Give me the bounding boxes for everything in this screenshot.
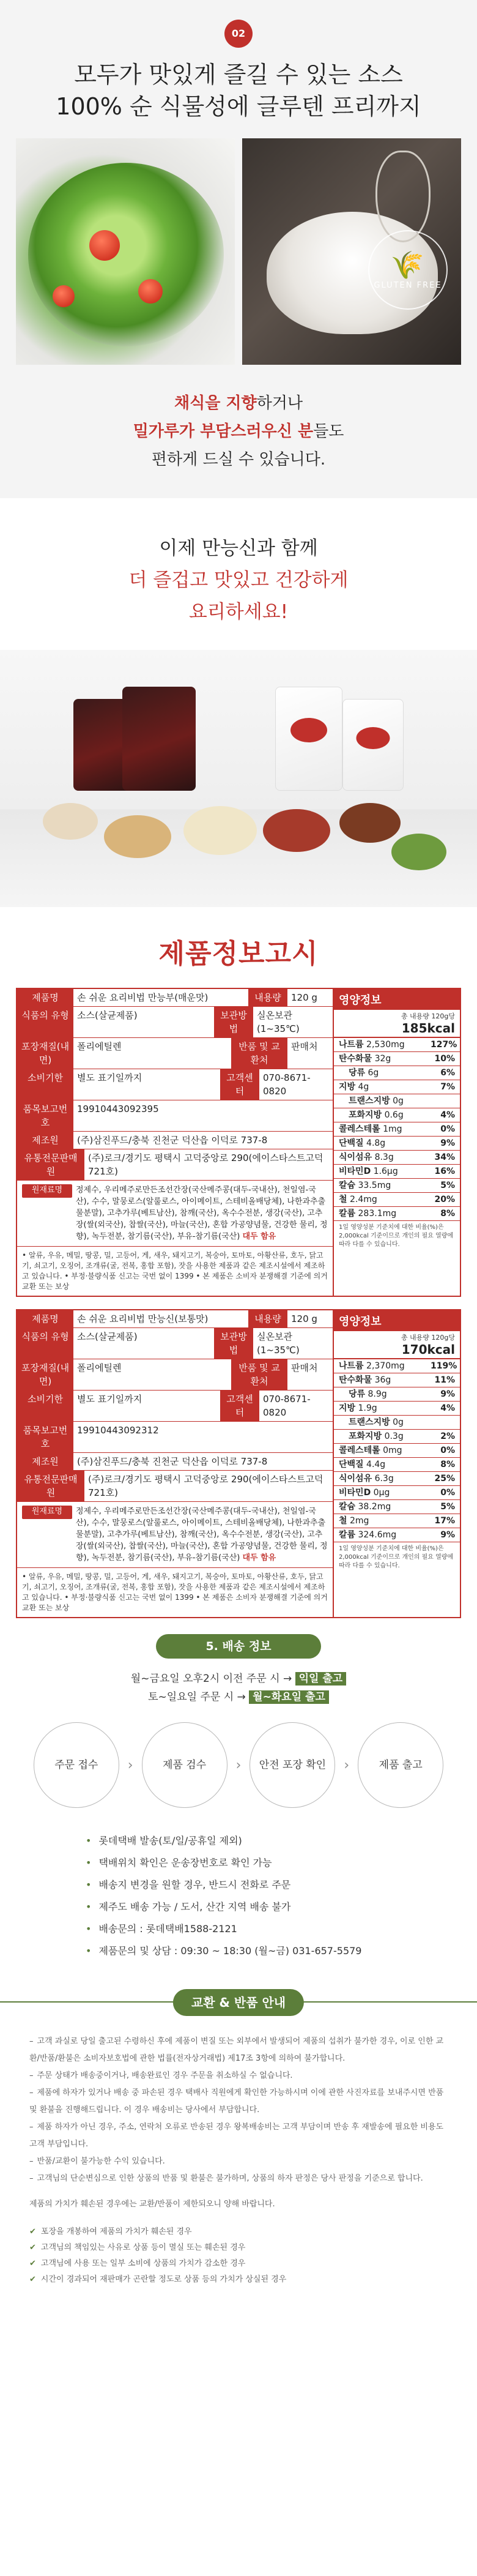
text-field: 별도 표기일까지 [77, 1394, 142, 1405]
text-field: 9% [440, 1530, 455, 1540]
product-info-table-2 [16, 1309, 461, 1618]
text-field: 식이섬유 [339, 1474, 372, 1484]
nutrition-panel-1 [334, 989, 460, 1296]
nutrition-row [334, 1165, 460, 1179]
gluten-free-text [0, 365, 477, 498]
text-field: 유통전문판매원 [17, 1149, 84, 1180]
product-info-table-1 [16, 988, 461, 1297]
text-field: 칼슘 [339, 1181, 356, 1190]
text-field: 품목보고번호 [17, 1422, 73, 1452]
text-field: 소비기한 [17, 1069, 73, 1100]
text-field: 0g [393, 1417, 404, 1427]
text-field: 1mg [383, 1124, 402, 1134]
intro-line2: 더 즐겁고 맛있고 건강하게 [128, 569, 349, 591]
text-field: 포장재질(내면) [17, 1359, 73, 1390]
text-field: 2,370mg [366, 1361, 405, 1371]
text-field: ✔ 포장을 개봉하여 제품의 가치가 훼손된 경우 [29, 2224, 448, 2240]
text-field: 영양정보 [334, 989, 460, 1010]
text-field: 단백질 [339, 1138, 364, 1148]
text-field: 나트륨 [339, 1040, 364, 1050]
arrow-right-icon: › [235, 1757, 242, 1773]
text-field: 원재료명 [22, 1184, 72, 1198]
text-field: 제품명 [17, 1310, 73, 1327]
text-field: 포화지방 [349, 1110, 382, 1120]
delivery-note: • 제품문의 및 상담 : 09:30 ~ 18:30 (월~금) 031-657-5579 [86, 1940, 391, 1962]
text-field: 고객센터 [220, 1391, 259, 1421]
text-field: 제품의 가치가 훼손된 경우에는 교환/반품이 제한되오니 양해 바랍니다. [29, 2200, 275, 2209]
text-field: 판매처 [291, 1362, 318, 1373]
text-field: 120 g [291, 1313, 317, 1324]
text-field: ✔ 고객님의 책임있는 사유로 상품 등이 멸실 또는 훼손된 경우 [29, 2240, 448, 2256]
nutrition-row [334, 1179, 460, 1193]
text-field: • 알류, 우유, 메밀, 땅콩, 밀, 고등어, 게, 새우, 돼지고기, 복숭아, 토마토, 아황산류, 호두, 닭고기, 쇠고기, 오징어, 조개류(굴, 전복, 홍합 포함), 잣을 사용한 제품과 같은 제조시설에서 제조하고 있습니다. • 부정·불량식품 신고는 국번 없이 1399 • 본 제품은 소비자 분쟁해결 기준에 의거 교환 또는 보상 [22, 1572, 328, 1612]
text-field: 4g [358, 1082, 369, 1092]
text-field: 지방 [339, 1082, 356, 1092]
text-field: – 주문 상태가 배송중이거나, 배송완료인 경우 주문을 취소하실 수 없습니다. [29, 2067, 448, 2085]
text-field: 판매처 [291, 1041, 318, 1052]
text-field: 8.3g [374, 1152, 394, 1162]
text-field: 트랜스지방 [349, 1417, 390, 1427]
text-field: 당류 [349, 1389, 366, 1399]
text-field: 제품명 [17, 989, 73, 1006]
text-field: 19910443092395 [77, 1103, 159, 1114]
text-field: 소비기한 [17, 1391, 73, 1421]
text-field: 119% [431, 1361, 457, 1371]
text-field: 폴리에틸렌 [77, 1362, 122, 1373]
text-field: 283.1mg [358, 1209, 397, 1219]
delivery-notes [86, 1830, 391, 1962]
text-field: 11% [434, 1375, 455, 1385]
text-field: 2mg [349, 1516, 369, 1526]
text-field: 185kcal [401, 1021, 455, 1036]
text-field: 9% [440, 1389, 455, 1399]
text-field: 별도 표기일까지 [77, 1072, 142, 1083]
product-info-section [0, 907, 477, 1618]
text-field: 1일 영양성분 기준치에 대한 비율(%)은 2,000kcal 기준이므로 개인의 필요 열량에 따라 다를 수 있습니다. [339, 1224, 454, 1248]
text-field: 0mg [383, 1446, 402, 1455]
nutrition-row [334, 1137, 460, 1151]
text-field: 원재료명 [22, 1506, 72, 1519]
delivery-note: • 배송문의 : 롯데택배1588-2121 [86, 1918, 391, 1940]
text-field: 7% [440, 1082, 455, 1092]
text-field: 나트륨 [339, 1361, 364, 1371]
text-field: 실온보관(1~35℃) [257, 1010, 300, 1034]
text-field: 정제수, 우리메주로만든조선간장(국산메주콩(대두-국내산), 천일염-국산), 수수, 말뭉로스(알룰로스, 아이메이트, 스테비올배당체), 나한과추출물분말), 고추가루(베트남산), 참깨(국산), 옥수수전분, 생강(국산), 고추장(쌀(외국산), 찹쌀(국산), 마늘(국산), 혼합 가공양념물, 건강한 물리, 정향), 녹두전분, 참기름(국산), 부유-참기름(국산) [76, 1185, 328, 1241]
text-field: 36g [374, 1375, 391, 1385]
text-field: 손 쉬운 요리비법 만능부(매운맛) [77, 992, 209, 1003]
nutrition-row [334, 1108, 460, 1122]
text-field: 소스(살균제품) [77, 1010, 138, 1021]
delivery-note: • 택배위치 확인은 운송장번호로 확인 가능 [86, 1852, 391, 1874]
text-field: – 반품/교환이 불가능한 수익 있습니다. [29, 2153, 448, 2170]
text-field: 0% [440, 1488, 455, 1498]
nutrition-row [334, 1500, 460, 1514]
text-field: 제조원 [17, 1453, 73, 1470]
text-field: (주)로크/경기도 평택시 고덕중앙로 290(에이스타스트고덕 721호) [88, 1474, 324, 1498]
text-field: 반품 및 교환처 [231, 1038, 287, 1069]
text-field: 4.8g [366, 1138, 386, 1148]
text-field: 반품 및 교환처 [231, 1359, 287, 1390]
delivery-note: • 제주도 배송 가능 / 도서, 산간 지역 배송 불가 [86, 1896, 391, 1918]
hero-section [0, 0, 477, 498]
text-field: 단백질 [339, 1460, 364, 1469]
text-field: 폴리에틸렌 [77, 1041, 122, 1052]
hero-title [0, 59, 477, 122]
text-field: 비타민D [339, 1167, 371, 1176]
nutrition-row [334, 1080, 460, 1094]
text-field: 8.9g [368, 1389, 387, 1399]
text-field: 탄수화물 [339, 1054, 372, 1064]
text-field: 콜레스테롤 [339, 1446, 380, 1455]
text-field: 1.9g [358, 1403, 377, 1413]
text-field: 6% [440, 1068, 455, 1078]
text-field: 4.4g [366, 1460, 386, 1469]
text-field: 070-8671-0820 [263, 1072, 311, 1097]
arrow-right-icon: › [344, 1757, 350, 1773]
text-field: 보관방법 [214, 1007, 253, 1037]
text-field: 콜레스테롤 [339, 1124, 380, 1134]
delivery-process-flow [0, 1706, 477, 1824]
text-field: 5% [440, 1181, 455, 1190]
text-field: 들도 [313, 422, 344, 441]
text-field: 칼륨 [339, 1209, 356, 1219]
text-field: • 알류, 우유, 메밀, 땅콩, 밀, 고등어, 게, 새우, 돼지고기, 복숭아, 토마토, 아황산류, 호두, 닭고기, 쇠고기, 오징어, 조개류(굴, 전복, 홍합 포함), 잣을 사용한 제품과 같은 제조시설에서 제조하고 있습니다. • 부정·불량식품 신고는 국번 없이 1399 • 본 제품은 소비자 분쟁해결 기준에 의거 교환 또는 보상 [22, 1251, 328, 1291]
text-field: 38.2mg [358, 1502, 391, 1512]
text-field: 칼륨 [339, 1530, 356, 1540]
text-field: 정제수, 우리메주로만든조선간장(국산메주콩(대두-국내산), 천일염-국산), 수수, 말뭉로스(알룰로스, 아이메이트, 스테비올배당체), 나한과추출물분말), 고추가루(베트남산), 참깨(국산), 옥수수전분, 생강(국산), 고추장(쌀(외국산), 찹쌀(국산), 마늘(국산), 혼합 가공양념물, 건강한 물리, 정향), 녹두전분, 참기름(국산), 부유-참기름(국산) [76, 1507, 328, 1562]
text-field: 식이섬유 [339, 1152, 372, 1162]
nutrition-row [334, 1066, 460, 1080]
text-field: 고객센터 [220, 1069, 259, 1100]
text-field: 2% [440, 1432, 455, 1441]
text-field: 34% [434, 1152, 455, 1162]
gluten-free-stamp [368, 230, 448, 310]
text-field: 소스(살균제품) [77, 1331, 138, 1342]
text-field: 익일 출고 [295, 1672, 347, 1686]
text-field: 33.5mg [358, 1181, 391, 1190]
text-field: 철 [339, 1195, 347, 1204]
text-field: 9% [440, 1138, 455, 1148]
text-field: 총 내용량 120g당 [401, 1334, 455, 1342]
delivery-note: • 롯데택배 발송(토/일/공휴일 제외) [86, 1830, 391, 1852]
text-field: 32g [374, 1054, 391, 1064]
text-field: – 제품에 하자가 있거나 배송 중 파손된 경우 택배사 직원에게 확인한 가능하시며 이에 관한 사진자료를 보내주시면 반품 및 환불을 진행해드립니다. 이 경우 배송비는 당사에서 부담합니다. [29, 2085, 448, 2119]
nutrition-row [334, 1416, 460, 1430]
nutrition-row [334, 1193, 460, 1207]
text-field: 16% [434, 1167, 455, 1176]
text-field: 월~화요일 출고 [249, 1690, 329, 1704]
exchange-policy-list [0, 2003, 477, 2187]
text-field: 편하게 드실 수 있습니다. [151, 450, 326, 469]
text-field: 채식을 지향 [174, 394, 257, 413]
text-field: 당류 [349, 1068, 366, 1078]
hero-title-line2: 100% 순 식물성에 글루텐 프리까지 [56, 93, 421, 120]
nutrition-row [334, 1444, 460, 1458]
text-field: 품목보고번호 [17, 1100, 73, 1131]
nutrition-row [334, 1373, 460, 1387]
text-field: 127% [431, 1040, 457, 1050]
section-number-badge: 02 [224, 20, 253, 48]
delivery-note: • 배송지 변경을 원할 경우, 반드시 전화로 주문 [86, 1874, 391, 1896]
text-field: 1.6μg [373, 1167, 398, 1176]
text-field: 17% [434, 1516, 455, 1526]
text-field: 내용량 [248, 989, 287, 1006]
text-field: 유통전문판매원 [17, 1471, 84, 1501]
text-field [431, 1096, 455, 1107]
text-field: 월~금요일 오후2시 이전 주문 시 → [130, 1673, 292, 1685]
text-field: 포화지방 [349, 1432, 382, 1441]
nutrition-panel-2 [334, 1310, 460, 1617]
nutrition-row [334, 1402, 460, 1416]
text-field: 170kcal [401, 1342, 455, 1357]
nutrition-row [334, 1207, 460, 1221]
text-field: (주)삼진푸드/충북 진천군 덕산읍 이덕로 737-8 [77, 1135, 268, 1146]
text-field: 0.3g [384, 1432, 404, 1441]
exchange-section [0, 1995, 477, 2312]
flour-photo [242, 138, 461, 365]
text-field: 19910443092312 [77, 1425, 159, 1436]
text-field: 식품의 유형 [17, 1007, 73, 1037]
text-field: 칼슘 [339, 1502, 356, 1512]
text-field: 밀가루가 부담스러우신 분 [133, 422, 314, 441]
nutrition-row [334, 1094, 460, 1108]
text-field: 내용량 [248, 1310, 287, 1327]
step-inspection: 제품 검수 [142, 1722, 227, 1808]
text-field: 영양정보 [334, 1310, 460, 1331]
nutrition-row [334, 1458, 460, 1472]
text-field: 120 g [291, 992, 317, 1003]
text-field: 트랜스지방 [349, 1096, 390, 1106]
exchange-restriction-note [0, 2187, 477, 2213]
text-field: 8% [440, 1460, 455, 1469]
text-field: 8% [440, 1209, 455, 1219]
text-field: 25% [434, 1474, 455, 1484]
nutrition-row [334, 1122, 460, 1137]
text-field: 0μg [373, 1488, 390, 1498]
product-info-title: 제품정보고시 [158, 938, 319, 969]
text-field: – 고객 과실로 당일 출고된 수령하신 후에 제품이 변질 또는 외부에서 발생되어 제품의 섭취가 불가한 경우, 이로 인한 교환/반품/환불은 소비자보호법에 관한 법률(전자상거래법) 제17조 3항에 의하여 불가합니다. [29, 2033, 448, 2067]
nutrition-row [334, 1151, 460, 1165]
text-field: (주)삼진푸드/충북 진천군 덕산읍 이덕로 737-8 [77, 1456, 268, 1467]
step-safe-packing: 안전 포장 확인 [250, 1722, 335, 1808]
text-field: 식품의 유형 [17, 1328, 73, 1359]
delivery-weekend-line [0, 1688, 477, 1706]
exchange-restriction-list [0, 2213, 477, 2288]
wheat-icon: 🌾 [390, 249, 426, 281]
text-field: ✔ 시간이 경과되어 재판매가 곤란할 정도로 상품 등의 가치가 상실된 경우 [29, 2272, 448, 2288]
salad-photo [16, 138, 235, 365]
text-field: 5% [440, 1502, 455, 1512]
delivery-weekday-line [0, 1670, 477, 1688]
text-field: 탄수화물 [339, 1375, 372, 1385]
text-field: 20% [434, 1195, 455, 1204]
text-field: 철 [339, 1516, 347, 1526]
step-order-received: 주문 접수 [34, 1722, 119, 1808]
text-field: 1일 영양성분 기준치에 대한 비율(%)은 2,000kcal 기준이므로 개인의 필요 열량에 따라 다를 수 있습니다. [339, 1545, 454, 1569]
text-field: 2.4mg [349, 1195, 377, 1204]
text-field: 실온보관(1~35℃) [257, 1331, 300, 1356]
text-field: 포장재질(내면) [17, 1038, 73, 1069]
text-field [431, 1417, 455, 1428]
gluten-free-stamp-text: GLUTEN FREE [374, 280, 442, 290]
text-field: 토~일요일 주문 시 → [148, 1691, 246, 1703]
text-field: 제조원 [17, 1132, 73, 1149]
text-field: (주)로크/경기도 평택시 고덕중앙로 290(에이스타스트고덕 721호) [88, 1152, 324, 1177]
products-photo [0, 650, 477, 907]
text-field: 10% [434, 1054, 455, 1064]
text-field: 4% [440, 1403, 455, 1413]
nutrition-row [334, 1052, 460, 1066]
text-field: 0% [440, 1124, 455, 1134]
text-field: 324.6mg [358, 1530, 397, 1540]
text-field: 하거나 [256, 394, 303, 413]
delivery-banner: 5. 배송 정보 [156, 1634, 321, 1659]
text-field: ✔ 고객님에 사용 또는 일부 소비에 상품의 가치가 감소한 경우 [29, 2256, 448, 2272]
text-field: 4% [440, 1110, 455, 1120]
text-field: 0g [393, 1096, 404, 1106]
text-field: – 제품 하자가 아닌 경우, 주소, 연락처 오류로 반송된 경우 왕복배송비는 고객 부담이며 반송 후 재발송에 필요한 비용도 고객 부담입니다. [29, 2119, 448, 2153]
text-field: 6g [368, 1068, 379, 1078]
text-field: 070-8671-0820 [263, 1394, 311, 1418]
text-field: 6.3g [374, 1474, 394, 1484]
text-field: 손 쉬운 요리비법 만능신(보통맛) [77, 1313, 209, 1324]
text-field: 총 내용량 120g당 [401, 1012, 455, 1020]
text-field: 2,530mg [366, 1040, 405, 1050]
nutrition-row [334, 1387, 460, 1402]
intro-copy [0, 498, 477, 650]
hero-photos [0, 122, 477, 365]
text-field: 0.6g [384, 1110, 404, 1120]
hero-title-line1: 모두가 맛있게 즐길 수 있는 소스 [74, 61, 403, 88]
intro-line1: 이제 만능신과 함께 [159, 537, 318, 559]
text-field: 대두 함유 [242, 1553, 276, 1562]
nutrition-row [334, 1486, 460, 1500]
intro-line3: 요리하세요! [188, 601, 289, 623]
text-field: 지방 [339, 1403, 356, 1413]
text-field: – 고객님의 단순변심으로 인한 상품의 반품 및 환불은 불가하며, 상품의 하자 판정은 당사 판정을 기준으로 합니다. [29, 2170, 448, 2187]
nutrition-row [334, 1472, 460, 1486]
nutrition-row [334, 1359, 460, 1373]
text-field: 대두 함유 [242, 1232, 276, 1241]
arrow-right-icon: › [127, 1757, 133, 1773]
exchange-banner: 교환 & 반품 안내 [173, 1989, 304, 2016]
text-field: 비타민D [339, 1488, 371, 1498]
delivery-section [0, 1634, 477, 1962]
nutrition-row [334, 1514, 460, 1528]
text-field: 보관방법 [214, 1328, 253, 1359]
nutrition-row [334, 1038, 460, 1052]
text-field: 0% [440, 1446, 455, 1455]
step-shipment: 제품 출고 [358, 1722, 443, 1808]
nutrition-row [334, 1528, 460, 1542]
nutrition-row [334, 1430, 460, 1444]
